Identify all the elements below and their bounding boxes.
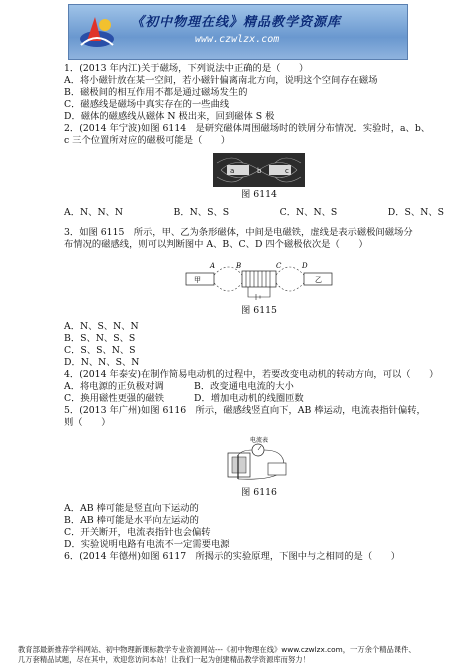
fig6114-label-b: b xyxy=(257,167,262,175)
q5-stem-line1: 5．(2013 年广州)如图 6116 所示，磁感线竖直向下，AB 棒运动，电流表指针偏转， xyxy=(64,405,426,416)
q5-stem-line2: 则（ ） xyxy=(64,417,111,428)
fig6115-label-A: A xyxy=(210,262,216,270)
fig6116-ammeter-label: 电流表 xyxy=(250,437,269,444)
q3-option-b: B．S、N、S、S xyxy=(64,333,136,344)
footer-line2: 几万套精品试题，尽在其中，欢迎您访问本站！让我们一起为创建精品教学资源库而努力！ xyxy=(18,655,310,664)
q4-option-c: C．换用磁性更强的磁铁 xyxy=(64,393,165,404)
q4-stem: 4．(2014 年泰安)在制作简易电动机的过程中，若要改变电动机的转动方向，可以（ ） xyxy=(64,369,439,380)
q2-option-b: B．N、S、S xyxy=(173,207,230,218)
figure-6114-caption: 图 6114 xyxy=(241,189,277,200)
q2-stem-line2: c 三个位置所对应的磁极可能是（ ） xyxy=(64,135,231,146)
figure-6114-iron-filings xyxy=(213,153,305,187)
figure-6115-electromagnet xyxy=(184,257,334,303)
q5-option-b: B．AB 棒可能是水平向左运动的 xyxy=(64,515,199,526)
q4-option-b: B．改变通电电流的大小 xyxy=(194,381,294,392)
fig6114-label-c: c xyxy=(285,167,289,175)
fig6115-label-jia: 甲 xyxy=(194,276,201,284)
banner-title: 《初中物理在线》精品教学资源库 xyxy=(131,15,342,30)
header-banner xyxy=(68,4,408,60)
q1-option-d: D．磁体的磁感线从磁体 N 极出来，回到磁体 S 极 xyxy=(64,111,275,122)
page-footer xyxy=(18,645,458,665)
fig6115-label-C: C xyxy=(276,262,282,270)
q2-option-d: D．S、N、S xyxy=(387,207,444,218)
fig6115-label-yi: 乙 xyxy=(315,276,322,284)
q3-option-c: C．S、S、N、S xyxy=(64,345,136,356)
banner-url: www.czwlzx.com xyxy=(195,34,280,45)
q1-option-c: C．磁感线是磁场中真实存在的一些曲线 xyxy=(64,99,230,110)
q5-option-d: D．实验说明电路有电流不一定需要电源 xyxy=(64,539,230,550)
figure-6116-caption: 图 6116 xyxy=(241,487,277,498)
q3-stem-line2: 布情况的磁感线，则可以判断图中 A、B、C、D 四个磁极依次是（ ） xyxy=(64,239,368,250)
q3-option-a: A．N、S、N、N xyxy=(64,321,139,332)
q2-options xyxy=(64,207,454,219)
q6-stem: 6．(2014 年德州)如图 6117 所揭示的实验原理，下图中与之相同的是（ ） xyxy=(64,551,401,562)
question-content xyxy=(64,63,454,563)
q5-option-a: A．AB 棒可能是竖直向下运动的 xyxy=(64,503,199,514)
q2-stem-line1: 2．(2014 年宁波)如图 6114 是研究磁体周围磁场时的铁屑分布情况．实验时，a、b、 xyxy=(64,123,431,134)
fig6114-label-a: a xyxy=(230,167,235,175)
fig6115-label-D: D xyxy=(302,262,308,270)
q2-option-a: A．N、N、N xyxy=(64,207,124,218)
figure-6116-induction xyxy=(224,435,294,485)
q4-option-d: D．增加电动机的线圈匝数 xyxy=(194,393,304,404)
q4-options-row2 xyxy=(64,393,454,405)
q1-option-a: A．将小磁针放在某一空间，若小磁针偏离南北方向，说明这个空间存在磁场 xyxy=(64,75,378,86)
q3-option-d: D．N、N、S、N xyxy=(64,357,140,368)
q4-options-row1 xyxy=(64,381,454,393)
q1-option-b: B．磁极间的相互作用不都是通过磁场发生的 xyxy=(64,87,248,98)
q3-stem-line1: 3．如图 6115 所示，甲、乙为条形磁体，中间是电磁铁，虚线是表示磁极间磁场分 xyxy=(64,227,413,238)
q5-option-c: C．开关断开，电流表指针也会偏转 xyxy=(64,527,211,538)
figure-6115-caption: 图 6115 xyxy=(241,305,277,316)
q4-option-a: A．将电源的正负极对调 xyxy=(64,381,164,392)
q1-stem: 1．(2013 年内江)关于磁场，下列说法中正确的是（ ） xyxy=(64,63,309,74)
q2-option-c: C．N、N、S xyxy=(279,207,338,218)
footer-line1: 教育部最新推荐学科网站、初中物理新课标教学专业资源网站---《初中物理在线》www.czwlzx.com，一万余个精品课件、 xyxy=(18,645,416,654)
fig6115-label-B: B xyxy=(236,262,242,270)
site-logo-icon xyxy=(77,11,117,53)
